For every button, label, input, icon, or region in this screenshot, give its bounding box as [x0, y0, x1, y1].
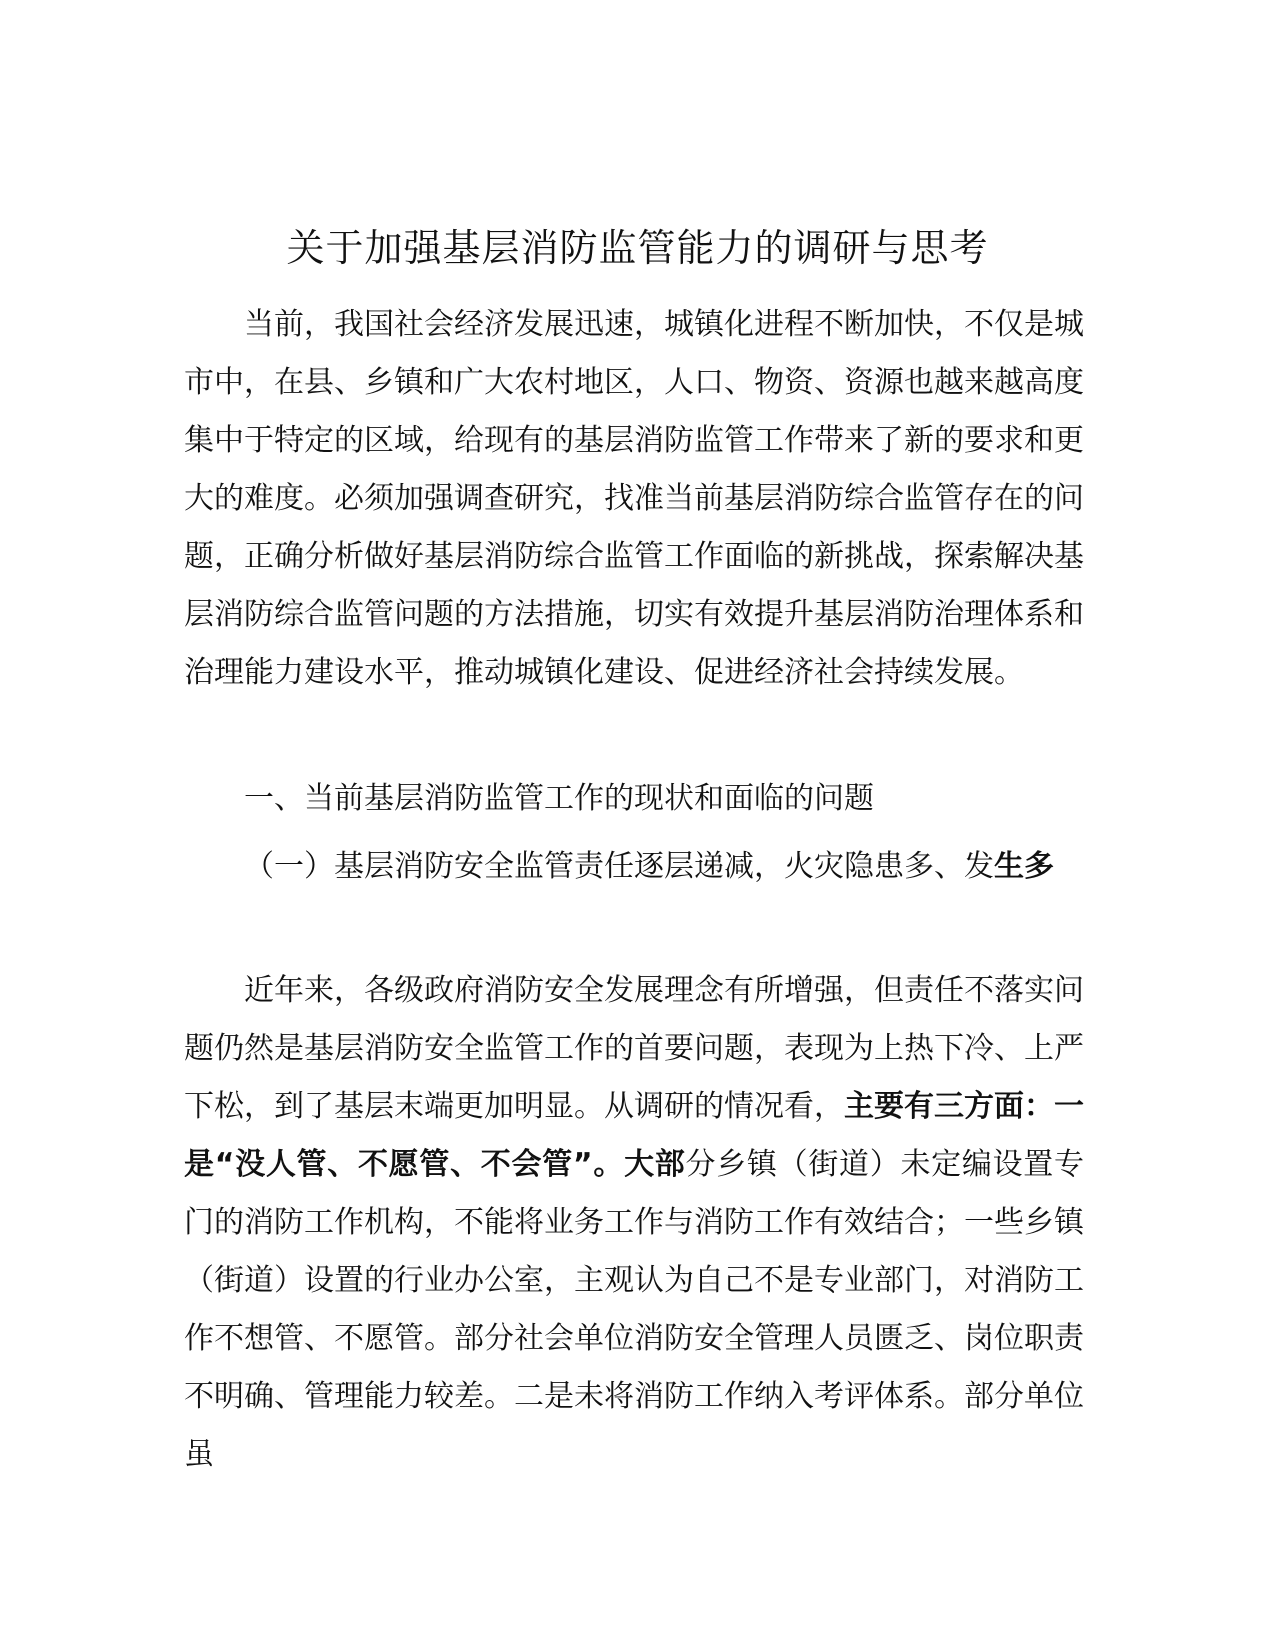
subsection-heading-block [184, 838, 1084, 896]
body-paragraph [184, 962, 1084, 1484]
subsection-heading-text: （一）基层消防安全监管责任逐层递减，火灾隐患多、发 [244, 849, 994, 884]
document-title: 关于加强基层消防监管能力的调研与思考 [286, 226, 989, 270]
body-paragraph-part1: 近年来，各级政府消防安全发展理念有所增强，但责任不落实问题仍然是基层消防安全监管工作的首要问题，表现为上热下冷、上严下松，到了基层末端更加明显。从调研的情况看， [184, 973, 1084, 1124]
subsection-heading-bold-text: 生多 [994, 849, 1054, 884]
subsection-heading [184, 838, 1084, 896]
body-paragraph-part3: 分乡镇（街道）未定编设置专门的消防工作机构，不能将业务工作与消防工作有效结合；一些乡镇（街道）设置的行业办公室，主观认为自己不是专业部门，对消防工作不想管、不愿管。部分社会单位消防安全管理人员匮乏、岗位职责不明确、管理能力较差。二是未将消防工作纳入考评体系。部分单位虽 [184, 1147, 1085, 1472]
section-heading: 一、当前基层消防监管工作的现状和面临的问题 [244, 781, 874, 816]
intro-paragraph: 当前，我国社会经济发展迅速，城镇化进程不断加快，不仅是城市中，在县、乡镇和广大农村地区，人口、物资、资源也越来越高度集中于特定的区域，给现有的基层消防监管工作带来了新的要求和更大的难度。必须加强调查研究，找准当前基层消防综合监管存在的问题，正确分析做好基层消防综合监管工作面临的新挑战，探索解决基层消防综合监管问题的方法措施，切实有效提升基层消防治理体系和治理能力建设水平，推动城镇化建设、促进经济社会持续发展。 [184, 307, 1084, 690]
section-heading-block [184, 770, 1084, 828]
body-paragraph-bold-part: 主要有三方面：一是“没人管、不愿管、不会管”。大部 [184, 1089, 1084, 1182]
intro-paragraph-block [184, 296, 1084, 702]
body-paragraph-block [184, 962, 1084, 1484]
